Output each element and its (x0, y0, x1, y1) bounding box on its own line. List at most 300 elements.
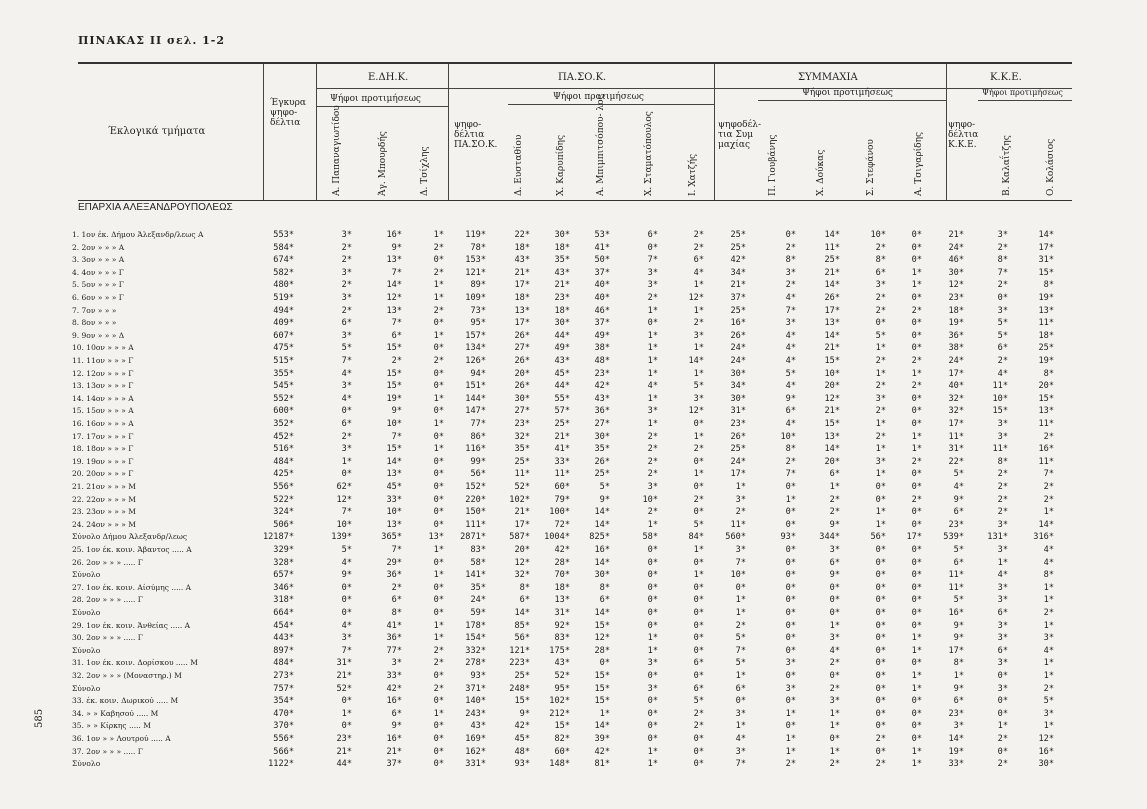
table-cell: 0* (647, 696, 658, 707)
table-cell: 0* (693, 645, 704, 656)
table-cell: 1* (911, 280, 922, 291)
table-cell: 53* (594, 230, 610, 240)
table-cell: 13* (428, 532, 444, 543)
row-label: Σύνολο (72, 570, 101, 580)
table-cell: 1* (735, 721, 746, 732)
table-cell: 0* (693, 507, 704, 518)
table-cell: 1* (735, 671, 746, 681)
table-cell: 17* (906, 532, 922, 543)
table-cell: 0* (433, 734, 444, 744)
table-cell: 169* (465, 734, 486, 744)
table-cell: 5* (599, 482, 610, 492)
table-cell: 16* (386, 734, 402, 744)
row-label: 19. 19ον » » » Γ (72, 456, 134, 466)
table-cell: 56* (514, 633, 530, 644)
table-cell: 14* (1038, 230, 1054, 240)
row-label: 33. έκ. κοιν. Δωρικού ..... Μ (72, 696, 179, 706)
row-label: 10. 10ον » » » Α (72, 343, 134, 353)
table-cell: 1* (735, 595, 746, 606)
table-cell: 79* (554, 494, 570, 505)
table-cell: 3* (647, 267, 658, 278)
table-row (0, 369, 1147, 381)
table-cell: 0* (693, 620, 704, 631)
table-cell: 12* (824, 393, 840, 404)
table-cell: 2* (693, 721, 704, 732)
table-cell: 32* (948, 406, 964, 417)
row-label: 24. 24ον » » » Μ (72, 519, 136, 529)
table-cell: 443* (273, 633, 294, 644)
table-cell: 139* (331, 532, 352, 543)
table-cell: 1* (693, 280, 704, 291)
table-cell: 26* (824, 293, 840, 303)
table-cell: 2* (875, 759, 886, 770)
table-cell: 3* (997, 582, 1008, 593)
table-cell: 1* (911, 746, 922, 757)
row-label: Σύνολο (72, 683, 101, 693)
table-cell: 0* (911, 469, 922, 480)
table-cell: 15* (514, 696, 530, 707)
table-cell: 2* (997, 242, 1008, 253)
table-cell: 34* (730, 267, 746, 278)
table-cell: 10* (386, 507, 402, 518)
table-cell: 0* (911, 343, 922, 354)
table-cell: 0* (875, 595, 886, 606)
table-cell: 1* (785, 494, 796, 505)
table-cell: 9* (785, 393, 796, 404)
table-cell: 45* (554, 368, 570, 379)
table-cell: 2* (341, 280, 352, 291)
table-row (0, 696, 1147, 708)
table-cell: 15* (1038, 393, 1054, 404)
table-cell: 0* (433, 482, 444, 492)
table-cell: 556* (273, 734, 294, 744)
table-cell: 0* (647, 242, 658, 253)
table-cell: 1* (599, 708, 610, 719)
table-cell: 21* (514, 267, 530, 278)
table-row (0, 747, 1147, 759)
table-cell: 2* (875, 431, 886, 442)
table-cell: 2* (829, 494, 840, 505)
table-cell: 9* (599, 494, 610, 505)
table-cell: 57* (554, 406, 570, 417)
table-cell: 0* (433, 595, 444, 606)
table-cell: 24* (948, 356, 964, 366)
table-cell: 0* (997, 708, 1008, 719)
table-cell: 1* (735, 608, 746, 618)
table-cell: 0* (911, 721, 922, 732)
table-cell: 0* (341, 595, 352, 606)
table-cell: 35* (594, 444, 610, 455)
table-cell: 45* (386, 482, 402, 492)
table-cell: 2* (693, 318, 704, 329)
table-cell: 1* (875, 519, 886, 530)
table-cell: 33* (948, 759, 964, 770)
table-cell: 15* (594, 696, 610, 707)
table-cell: 3* (785, 318, 796, 329)
table-cell: 4* (785, 330, 796, 341)
table-cell: 6* (953, 557, 964, 568)
table-cell: 6* (875, 267, 886, 278)
table-cell: 0* (433, 759, 444, 770)
table-cell: 452* (273, 431, 294, 442)
table-cell: 52* (514, 482, 530, 492)
table-cell: 0* (829, 608, 840, 618)
table-cell: 1* (433, 570, 444, 581)
table-cell: 1* (911, 267, 922, 278)
row-label: 37. 2ον » » » ..... Γ (72, 746, 143, 756)
row-label: 16. 16ον » » » Α (72, 419, 134, 428)
party-pasok-ballots-label: ψηφο- δέλτια ΠΑ.ΣΟ.Κ. (454, 120, 498, 150)
table-cell: 584* (273, 242, 294, 253)
table-cell: 0* (829, 671, 840, 681)
table-cell: 0* (911, 230, 922, 240)
table-cell: 6* (953, 696, 964, 707)
table-cell: 1* (693, 469, 704, 480)
table-cell: 26* (730, 330, 746, 341)
page-title: ΠΙΝΑΚΑΣ II σελ. 1-2 (78, 34, 225, 47)
table-cell: 1* (341, 456, 352, 467)
table-cell: 3* (1043, 708, 1054, 719)
table-cell: 21* (554, 431, 570, 442)
table-row (0, 520, 1147, 532)
table-cell: 8* (953, 658, 964, 669)
table-cell: 17* (1038, 242, 1054, 253)
table-cell: 3* (647, 683, 658, 694)
table-cell: 36* (594, 406, 610, 417)
table-cell: 2* (433, 683, 444, 694)
table-cell: 43* (470, 721, 486, 732)
table-cell: 162* (465, 746, 486, 757)
table-cell: 1* (911, 633, 922, 644)
table-cell: 522* (273, 494, 294, 505)
table-row (0, 356, 1147, 368)
table-cell: 0* (875, 746, 886, 757)
table-cell: 12* (688, 406, 704, 417)
table-cell: 89* (470, 280, 486, 291)
table-cell: 15* (992, 406, 1008, 417)
table-cell: 11* (948, 431, 964, 442)
row-label: 36. 1ον » » Λουτρού ..... Α (72, 734, 171, 743)
table-cell: 3* (997, 620, 1008, 631)
row-label: 20. 20ον » » » Γ (72, 469, 134, 479)
table-cell: 13* (1038, 305, 1054, 316)
table-cell: 23* (948, 293, 964, 303)
table-cell: 2* (911, 305, 922, 316)
table-cell: 35* (554, 255, 570, 266)
table-cell: 1* (433, 620, 444, 631)
table-cell: 0* (911, 557, 922, 568)
table-cell: 2871* (460, 532, 486, 543)
region-column-header: Έκλογικά τμήματα (108, 126, 206, 137)
table-cell: 3* (391, 658, 402, 669)
table-cell: 2* (997, 482, 1008, 492)
table-cell: 0* (911, 242, 922, 253)
table-cell: 44* (554, 381, 570, 392)
table-cell: 3* (997, 595, 1008, 606)
party-pasok-name: ΠΑ.ΣΟ.Κ. (558, 72, 607, 83)
table-cell: 0* (911, 708, 922, 719)
table-cell: 0* (911, 482, 922, 492)
table-cell: 8* (997, 255, 1008, 266)
table-cell: 30* (730, 393, 746, 404)
table-cell: 25* (730, 230, 746, 240)
table-cell: 3* (647, 482, 658, 492)
table-cell: 0* (647, 620, 658, 631)
table-cell: 4* (1043, 645, 1054, 656)
table-cell: 13* (386, 519, 402, 530)
table-cell: 607* (273, 330, 294, 341)
row-label: 2. 2ον » » » Α (72, 242, 125, 252)
table-cell: 42* (594, 381, 610, 392)
table-cell: 59* (470, 608, 486, 618)
table-cell: 3* (997, 519, 1008, 530)
table-cell: 31* (1038, 255, 1054, 266)
table-cell: 3* (997, 230, 1008, 240)
table-cell: 9* (829, 519, 840, 530)
table-cell: 1004* (544, 532, 570, 543)
table-cell: 2* (997, 494, 1008, 505)
table-cell: 14* (594, 557, 610, 568)
table-cell: 1* (1043, 507, 1054, 518)
table-cell: 7* (341, 645, 352, 656)
table-cell: 13* (824, 318, 840, 329)
table-cell: 3* (735, 746, 746, 757)
table-cell: 7* (391, 431, 402, 442)
table-cell: 2* (391, 582, 402, 593)
table-cell: 248* (509, 683, 530, 694)
table-cell: 21* (514, 507, 530, 518)
table-cell: 5* (997, 318, 1008, 329)
table-cell: 2* (1043, 494, 1054, 505)
table-cell: 2* (433, 356, 444, 366)
table-cell: 0* (647, 318, 658, 329)
table-cell: 15* (824, 356, 840, 366)
table-cell: 56* (870, 532, 886, 543)
table-cell: 470* (273, 708, 294, 719)
table-cell: 0* (875, 482, 886, 492)
table-cell: 0* (875, 696, 886, 707)
table-cell: 545* (273, 381, 294, 392)
table-cell: 1122* (268, 759, 294, 770)
table-cell: 1* (911, 368, 922, 379)
table-cell: 93* (470, 671, 486, 681)
table-cell: 17* (824, 305, 840, 316)
table-cell: 5* (1043, 696, 1054, 707)
table-cell: 140* (465, 696, 486, 707)
table-cell: 0* (341, 721, 352, 732)
table-cell: 2* (433, 305, 444, 316)
table-cell: 316* (1033, 532, 1054, 543)
table-cell: 30* (730, 368, 746, 379)
table-cell: 48* (514, 746, 530, 757)
table-cell: 9* (953, 494, 964, 505)
table-cell: 5* (953, 545, 964, 555)
row-label: 25. 1ον έκ. κοιν. Άβαντος ..... Α (72, 545, 192, 554)
table-cell: 6* (391, 330, 402, 341)
table-cell: 0* (433, 582, 444, 593)
table-cell: 2* (1043, 482, 1054, 492)
table-cell: 0* (911, 255, 922, 266)
table-cell: 8* (875, 255, 886, 266)
table-cell: 36* (386, 633, 402, 644)
table-cell: 4* (785, 381, 796, 392)
table-cell: 10* (336, 519, 352, 530)
table-row (0, 419, 1147, 431)
table-cell: 0* (433, 381, 444, 392)
table-cell: 6* (693, 683, 704, 694)
table-cell: 2* (433, 242, 444, 253)
row-label: 30. 2ον » » » ..... Γ (72, 633, 143, 643)
table-cell: 157* (465, 330, 486, 341)
table-cell: 14* (386, 456, 402, 467)
table-cell: 4* (647, 381, 658, 392)
row-label: 21. 21ον » » » Μ (72, 482, 136, 491)
table-cell: 1* (911, 444, 922, 455)
table-cell: 560* (725, 532, 746, 543)
table-row (0, 230, 1147, 242)
table-cell: 12* (1038, 734, 1054, 744)
table-cell: 17* (514, 519, 530, 530)
table-cell: 15* (594, 620, 610, 631)
table-cell: 0* (911, 545, 922, 555)
table-cell: 0* (433, 519, 444, 530)
table-cell: 84* (688, 532, 704, 543)
table-cell: 7* (735, 557, 746, 568)
table-cell: 3* (341, 293, 352, 303)
table-cell: 33* (386, 671, 402, 681)
table-cell: 3* (341, 381, 352, 392)
table-cell: 20* (824, 381, 840, 392)
table-cell: 2* (1043, 431, 1054, 442)
table-cell: 17* (514, 280, 530, 291)
table-cell: 36* (386, 570, 402, 581)
table-cell: 3* (341, 267, 352, 278)
candidate-header: Χ. Καρυπίδης (556, 135, 566, 196)
table-cell: 121* (509, 645, 530, 656)
table-row (0, 280, 1147, 292)
table-row (0, 482, 1147, 494)
table-cell: 25* (824, 255, 840, 266)
row-label: 13. 13ον » » » Γ (72, 381, 134, 391)
table-cell: 0* (785, 519, 796, 530)
table-cell: 0* (911, 419, 922, 429)
table-cell: 19* (948, 318, 964, 329)
table-cell: 8* (599, 582, 610, 593)
table-cell: 2* (341, 431, 352, 442)
table-cell: 0* (735, 582, 746, 593)
table-cell: 0* (433, 456, 444, 467)
table-cell: 95* (470, 318, 486, 329)
table-cell: 3* (997, 305, 1008, 316)
table-cell: 6* (693, 255, 704, 266)
table-cell: 15* (386, 343, 402, 354)
table-cell: 27* (514, 406, 530, 417)
table-cell: 1* (911, 431, 922, 442)
table-cell: 21* (948, 230, 964, 240)
table-cell: 11* (992, 381, 1008, 392)
table-cell: 1* (647, 759, 658, 770)
table-cell: 18* (948, 305, 964, 316)
table-cell: 0* (785, 620, 796, 631)
table-cell: 35* (514, 444, 530, 455)
table-cell: 3* (829, 545, 840, 555)
table-cell: 15* (386, 381, 402, 392)
table-cell: 16* (948, 608, 964, 618)
table-cell: 8* (391, 608, 402, 618)
table-cell: 7* (391, 545, 402, 555)
table-cell: 55* (554, 393, 570, 404)
table-cell: 13* (554, 595, 570, 606)
table-cell: 44* (336, 759, 352, 770)
table-cell: 3* (785, 267, 796, 278)
table-cell: 12187* (262, 532, 294, 543)
table-cell: 2* (785, 456, 796, 467)
table-cell: 16* (594, 545, 610, 555)
table-cell: 93* (780, 532, 796, 543)
table-cell: 17* (948, 419, 964, 429)
table-cell: 7* (997, 267, 1008, 278)
table-cell: 9* (953, 683, 964, 694)
table-cell: 516* (273, 444, 294, 455)
table-cell: 38* (594, 343, 610, 354)
valid-ballots-header: Έγκυρα ψηφο- δέλτια (270, 98, 306, 128)
table-cell: 16* (1038, 746, 1054, 757)
table-cell: 6* (341, 318, 352, 329)
table-cell: 42* (554, 545, 570, 555)
table-cell: 4* (785, 293, 796, 303)
table-cell: 1* (953, 671, 964, 681)
table-cell: 9* (391, 721, 402, 732)
table-cell: 70* (554, 570, 570, 581)
table-row (0, 255, 1147, 267)
table-cell: 0* (647, 582, 658, 593)
table-cell: 49* (594, 330, 610, 341)
table-cell: 60* (554, 746, 570, 757)
table-cell: 14* (948, 734, 964, 744)
table-cell: 18* (554, 582, 570, 593)
table-cell: 0* (433, 557, 444, 568)
table-cell: 43* (554, 267, 570, 278)
table-cell: 0* (341, 582, 352, 593)
table-cell: 0* (433, 406, 444, 417)
table-cell: 0* (911, 734, 922, 744)
table-row (0, 545, 1147, 557)
table-cell: 14* (386, 280, 402, 291)
table-row (0, 583, 1147, 595)
table-cell: 19* (948, 746, 964, 757)
table-cell: 0* (911, 582, 922, 593)
table-cell: 5* (341, 343, 352, 354)
table-cell: 3* (997, 658, 1008, 669)
table-cell: 0* (693, 482, 704, 492)
candidate-header: Ο. Κολάσιος (1046, 138, 1056, 196)
table-cell: 4* (997, 368, 1008, 379)
table-row (0, 293, 1147, 305)
table-cell: 4* (785, 419, 796, 429)
table-cell: 8* (1043, 368, 1054, 379)
table-row (0, 734, 1147, 746)
table-cell: 0* (341, 469, 352, 480)
table-cell: 332* (465, 645, 486, 656)
table-cell: 33* (386, 494, 402, 505)
section-title: ΕΠΑΡΧΙΑ ΑΛΕΞΑΝΔΡΟΥΠΟΛΕΩΣ (78, 202, 233, 213)
table-cell: 12* (386, 293, 402, 303)
table-cell: 5* (341, 545, 352, 555)
table-cell: 3* (647, 280, 658, 291)
table-cell: 0* (433, 318, 444, 329)
table-cell: 0* (911, 608, 922, 618)
table-cell: 344* (819, 532, 840, 543)
